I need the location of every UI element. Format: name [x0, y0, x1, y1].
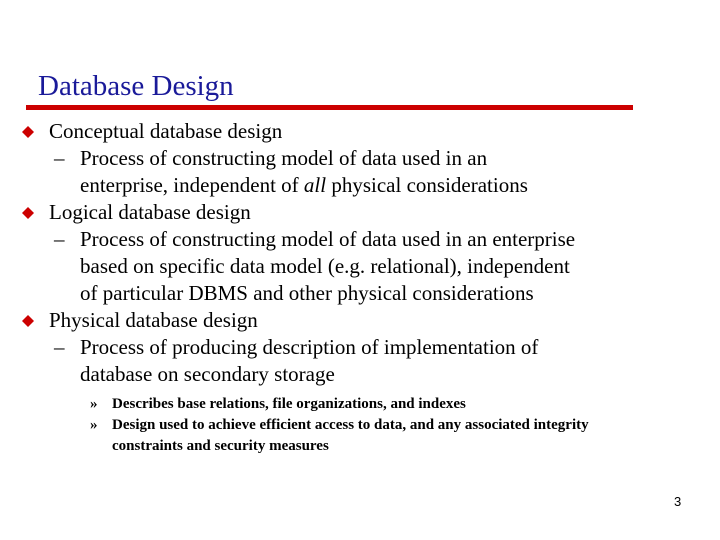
- detail-line: constraints and security measures: [112, 438, 329, 454]
- detail-list: [22, 394, 702, 457]
- raquo-marker: »: [90, 396, 98, 412]
- sub-item-text: physical considerations: [326, 173, 528, 197]
- sub-item-line: [80, 172, 702, 199]
- sub-item-line: Process of constructing model of data used in an: [80, 146, 488, 170]
- sub-item-line: Process of producing description of implementation of: [80, 335, 539, 359]
- sub-item-physical-description: [22, 334, 702, 388]
- diamond-bullet-icon: [22, 207, 34, 219]
- detail-item-base-relations: [22, 394, 702, 415]
- bullet-item-label: Logical database design: [49, 200, 251, 224]
- title-underline-rule: [26, 105, 633, 110]
- dash-marker: –: [54, 335, 65, 359]
- diamond-bullet-icon: [22, 315, 34, 327]
- bullet-item-logical: [22, 199, 702, 226]
- detail-line: Design used to achieve efficient access to data, and any associated integrity: [112, 417, 589, 433]
- detail-line: Describes base relations, file organizations, and indexes: [112, 396, 466, 412]
- slide-title: Database Design: [38, 70, 234, 102]
- sub-item-conceptual-description: [22, 145, 702, 199]
- emphasis-text: all: [303, 173, 327, 197]
- sub-item-logical-description: [22, 226, 702, 307]
- sub-item-line: of particular DBMS and other physical considerations: [80, 281, 534, 305]
- bullet-item-label: Conceptual database design: [49, 119, 283, 143]
- detail-item-efficient-access: [22, 415, 702, 457]
- dash-marker: –: [54, 227, 65, 251]
- bullet-list: [22, 118, 702, 457]
- diamond-bullet-icon: [22, 126, 34, 138]
- sub-item-text: enterprise, independent of: [80, 173, 304, 197]
- bullet-item-conceptual: [22, 118, 702, 145]
- bullet-item-label: Physical database design: [49, 308, 258, 332]
- sub-item-line: database on secondary storage: [80, 362, 335, 386]
- sub-item-line: based on specific data model (e.g. relational), independent: [80, 254, 570, 278]
- bullet-item-physical: [22, 307, 702, 334]
- page-number: 3: [674, 494, 682, 509]
- raquo-marker: »: [90, 417, 98, 433]
- dash-marker: –: [54, 146, 65, 170]
- sub-item-line: Process of constructing model of data used in an enterprise: [80, 227, 576, 251]
